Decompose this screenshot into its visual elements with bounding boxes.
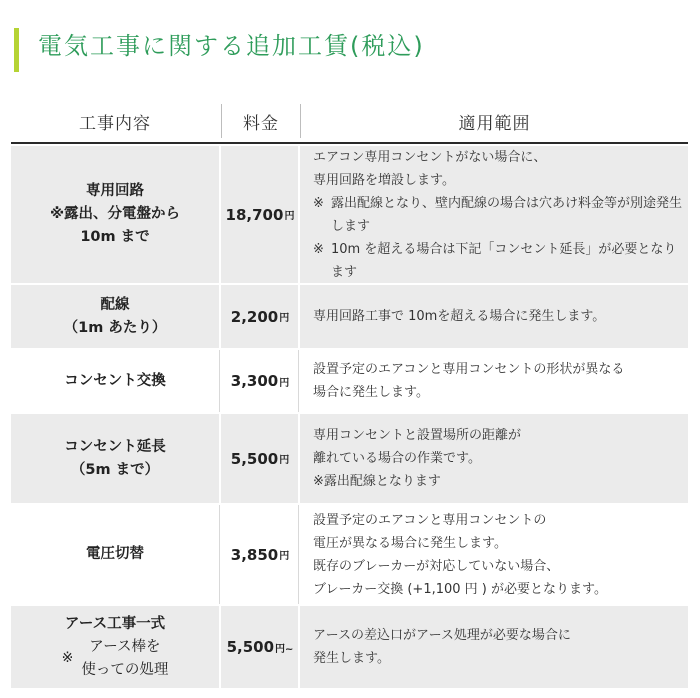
work-name: コンセント交換 [64, 372, 166, 389]
table-row [11, 606, 688, 688]
scope-description: アースの差込口がアース処理が必要な場合に 発生します。 [313, 628, 571, 666]
price: 5,500 円 [230, 449, 290, 468]
header-rule [11, 142, 688, 144]
scope-description: エアコン専用コンセントがない場合に、 専用回路を増設します。 ※ 露出配線となり、壁内配線の場合は穴あけ料金等が別途発生します ※ 10m を超える場合は下記「コンセント延長」が必要となります [313, 149, 683, 280]
table-row [11, 414, 688, 503]
work-name: 専用回路 ※露出、分電盤から 10m まで [49, 183, 181, 245]
price: 3,300 円 [230, 372, 290, 390]
work-name: コンセント延長 （5m まで） [64, 438, 166, 478]
header-price: 料金 [243, 113, 279, 134]
work-name: 電圧切替 [86, 546, 144, 562]
header-work-content: 工事内容 [79, 113, 151, 134]
scope-description: 専用回路工事で 10mを超える場合に発生します。 [313, 309, 606, 324]
price: 3,850 円 [230, 545, 290, 564]
work-name-note: ※ アース棒を 使っての処理 [61, 638, 169, 678]
page-title: 電気工事に関する追加工賃(税込) [38, 32, 425, 60]
price: 18,700 円 [225, 205, 295, 224]
title-accent-bar [14, 28, 19, 72]
table-row [11, 146, 688, 283]
header-scope: 適用範囲 [458, 113, 531, 134]
work-name: アース工事一式 ※ アース棒を 使っての処理 [11, 606, 219, 688]
table-row [11, 350, 688, 412]
table-row [11, 285, 688, 348]
scope-description: 設置予定のエアコンと専用コンセントの 電圧が異なる場合に発生します。 既存のブレーカーが対応していない場合、 ブレーカー交換 (+1,100 円 ) が必要となります。 [313, 512, 607, 597]
price: 2,200 円 [230, 307, 290, 326]
scope-description: 専用コンセントと設置場所の距離が 離れている場合の作業です。 ※露出配線となります [313, 428, 522, 489]
scope-description: 設置予定のエアコンと専用コンセントの形状が異なる 場合に発生します。 [313, 362, 625, 400]
price: 5,500 円~ [226, 638, 294, 656]
table-row [11, 505, 688, 604]
work-name: 配線 （1m あたり） [63, 296, 167, 336]
